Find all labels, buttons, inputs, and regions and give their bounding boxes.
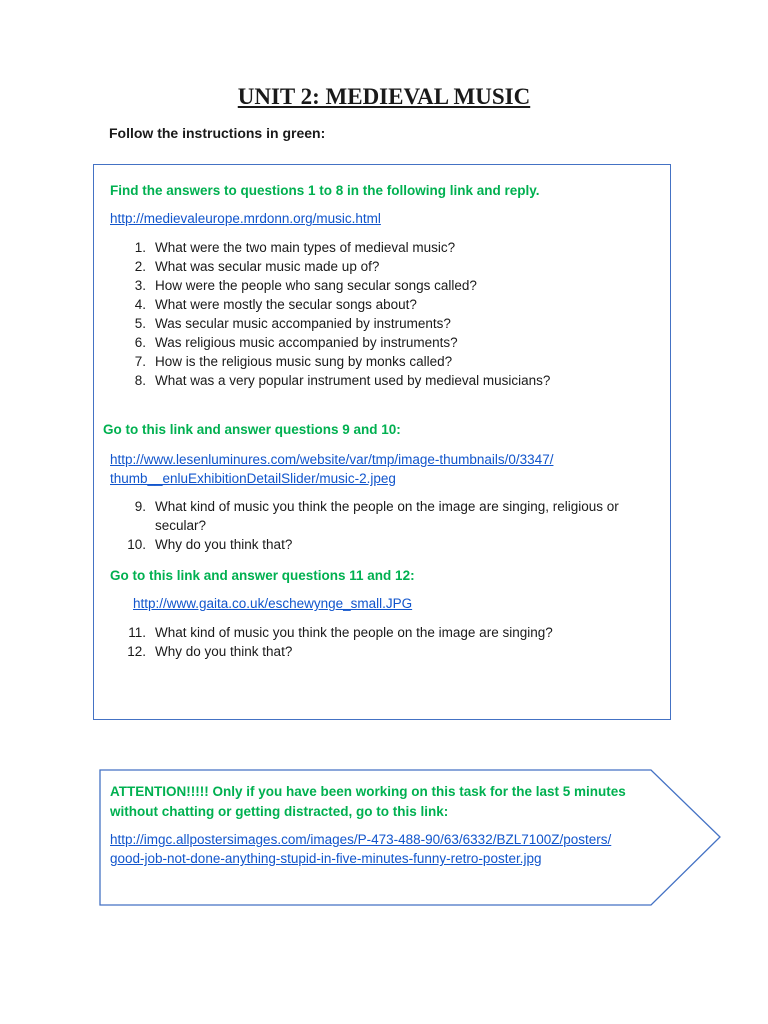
question-item xyxy=(110,497,655,535)
question-item xyxy=(110,333,655,352)
section2-link-line2[interactable]: thumb__enluExhibitionDetailSlider/music-2.jpeg xyxy=(110,471,396,486)
section2-instruction: Go to this link and answer questions 9 and 10: xyxy=(103,422,401,437)
question-item xyxy=(110,535,655,554)
question-number: 3. xyxy=(134,278,146,293)
question-text: Was secular music accompanied by instruments? xyxy=(155,316,451,331)
question-text: What was a very popular instrument used by medieval musicians? xyxy=(155,373,551,388)
question-text: What kind of music you think the people on the image are singing? xyxy=(155,625,553,640)
question-number: 5. xyxy=(134,316,146,331)
attention-link-line2[interactable]: good-job-not-done-anything-stupid-in-five-minutes-funny-retro-poster.jpg xyxy=(110,851,542,866)
question-item xyxy=(110,352,655,371)
question-item xyxy=(110,238,655,257)
question-number: 9. xyxy=(134,499,146,514)
question-text: What was secular music made up of? xyxy=(155,259,380,274)
question-item xyxy=(110,276,655,295)
question-text: What were the two main types of medieval music? xyxy=(155,240,456,255)
attention-link-line1[interactable]: http://imgc.allpostersimages.com/images/P-473-488-90/63/6332/BZL7100Z/posters/ xyxy=(110,832,612,847)
question-number: 4. xyxy=(134,297,146,312)
question-item xyxy=(110,295,655,314)
question-item xyxy=(110,371,655,390)
section1-instruction: Find the answers to questions 1 to 8 in the following link and reply. xyxy=(110,183,540,198)
question-number: 11. xyxy=(128,625,146,640)
question-text: What were mostly the secular songs about? xyxy=(155,297,417,312)
question-number: 2. xyxy=(134,259,146,274)
question-number: 10. xyxy=(127,537,146,552)
section1-link[interactable]: http://medievaleurope.mrdonn.org/music.html xyxy=(110,211,381,226)
question-text: Why do you think that? xyxy=(155,644,293,659)
question-text: Why do you think that? xyxy=(155,537,293,552)
question-item xyxy=(110,257,655,276)
question-item xyxy=(110,314,655,333)
section2-questions xyxy=(110,497,655,554)
question-text: What kind of music you think the people on the image are singing, religious or secular? xyxy=(155,499,619,533)
section3-instruction: Go to this link and answer questions 11 and 12: xyxy=(110,568,415,583)
attention-text: ATTENTION!!!!! Only if you have been working on this task for the last 5 minutes without chatting or getting distracted, go to this link: xyxy=(110,784,626,819)
question-number: 7. xyxy=(134,354,146,369)
section2-link-line1[interactable]: http://www.lesenluminures.com/website/var/tmp/image-thumbnails/0/3347/ xyxy=(110,452,554,467)
question-text: How is the religious music sung by monks called? xyxy=(155,354,453,369)
question-number: 12. xyxy=(127,644,146,659)
question-text: Was religious music accompanied by instruments? xyxy=(155,335,458,350)
section3-link[interactable]: http://www.gaita.co.uk/eschewynge_small.JPG xyxy=(133,596,413,611)
question-item xyxy=(110,623,655,642)
question-item xyxy=(110,642,655,661)
page-title: UNIT 2: MEDIEVAL MUSIC xyxy=(237,84,531,109)
question-number: 1. xyxy=(134,240,146,255)
section3-questions xyxy=(110,623,655,661)
question-number: 8. xyxy=(134,373,146,388)
question-number: 6. xyxy=(134,335,146,350)
intro-instructions: Follow the instructions in green: xyxy=(109,125,326,141)
section1-questions xyxy=(110,238,655,390)
question-text: How were the people who sang secular songs called? xyxy=(155,278,477,293)
